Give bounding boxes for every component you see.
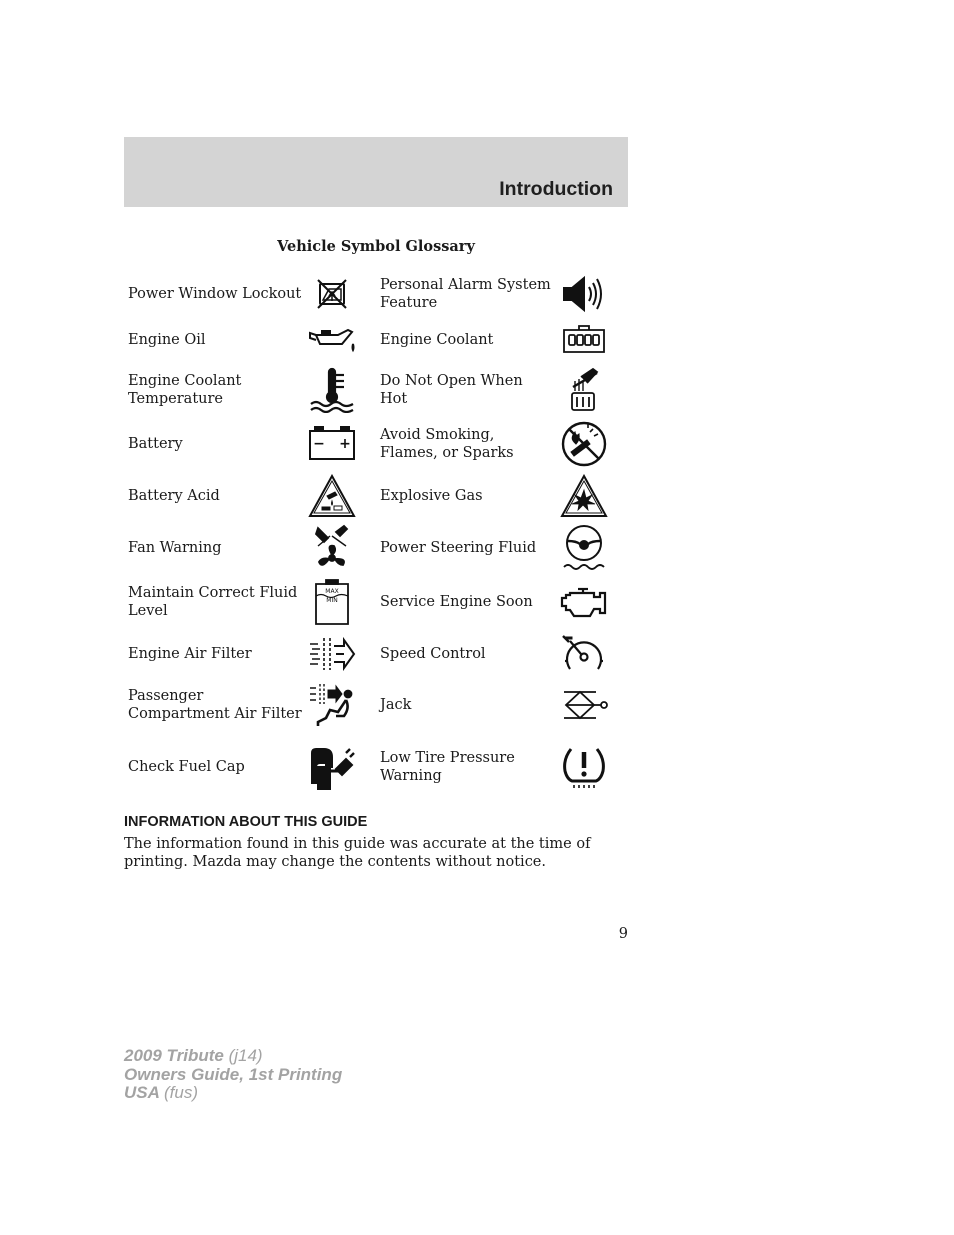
glossary-row	[124, 680, 628, 730]
glossary-title: Vehicle Symbol Glossary	[277, 238, 475, 255]
print-footer	[124, 1047, 342, 1103]
check-fuel-cap-icon	[307, 738, 357, 796]
max-mark-label: MAX	[325, 588, 339, 595]
glossary-label: Low Tire Pressure Warning	[380, 749, 515, 784]
glossary-label: Power Window Lockout	[128, 285, 302, 302]
glossary-row	[124, 524, 628, 572]
glossary-label: Engine Air Filter	[128, 645, 252, 662]
do-not-open-hot-icon	[559, 366, 609, 414]
page-number: 9	[618, 926, 628, 942]
glossary-label: Jack	[380, 696, 412, 713]
header-band	[124, 137, 628, 207]
battery-minus-label: −	[313, 436, 325, 452]
battery-acid-warning-icon	[307, 472, 357, 520]
fan-warning-icon	[307, 524, 357, 572]
glossary-row	[124, 576, 628, 628]
personal-alarm-speaker-icon	[559, 270, 609, 318]
fluid-level-reservoir-icon	[307, 576, 357, 628]
glossary-label: Power Steering Fluid	[380, 539, 537, 556]
cabin-air-filter-icon	[307, 680, 357, 730]
glossary-label: Explosive Gas	[380, 487, 483, 504]
glossary-label: Maintain Correct Fluid Level	[128, 584, 298, 619]
engine-air-filter-icon	[307, 632, 357, 676]
jack-icon	[559, 680, 609, 730]
explosive-gas-warning-icon	[559, 472, 609, 520]
engine-coolant-radiator-icon	[559, 322, 609, 358]
battery-icon	[307, 420, 357, 468]
glossary-row	[124, 420, 628, 468]
battery-plus-label: +	[339, 436, 351, 452]
glossary-label: Fan Warning	[128, 539, 222, 556]
service-engine-soon-icon	[559, 576, 609, 628]
glossary-label: Battery	[128, 435, 183, 452]
glossary-label: Engine Coolant	[380, 331, 494, 348]
glossary-row	[124, 738, 628, 796]
section-title: Introduction	[499, 178, 613, 200]
power-window-lockout-icon	[307, 270, 357, 318]
glossary-row	[124, 366, 628, 414]
speed-control-icon	[559, 632, 609, 676]
footer-line-1	[124, 1047, 342, 1066]
footer-line-2: Owners Guide, 1st Printing	[124, 1064, 343, 1084]
footer-market-code: (fus)	[164, 1083, 198, 1102]
footer-market: USA	[124, 1083, 160, 1102]
footer-line-3	[124, 1084, 342, 1103]
engine-oil-can-icon	[307, 322, 357, 358]
glossary-row	[124, 472, 628, 520]
glossary-label: Personal Alarm System Feature	[380, 276, 551, 311]
low-tire-pressure-icon	[559, 738, 609, 796]
glossary-label: Avoid Smoking, Flames, or Sparks	[380, 426, 514, 461]
min-mark-label: MIN	[326, 597, 338, 604]
footer-model-code: (j14)	[228, 1046, 263, 1065]
section-heading: INFORMATION ABOUT THIS GUIDE	[124, 814, 368, 830]
power-steering-fluid-icon	[559, 524, 609, 572]
glossary-label: Passenger Compartment Air Filter	[128, 687, 302, 722]
info-paragraph: The information found in this guide was accurate at the time of printing. Mazda may change the contents without notice.	[124, 836, 591, 870]
glossary-label: Do Not Open When Hot	[380, 372, 523, 407]
glossary-label: Service Engine Soon	[380, 593, 533, 610]
glossary-label: Speed Control	[380, 645, 486, 662]
glossary-row	[124, 322, 628, 358]
coolant-temperature-thermometer-icon	[307, 366, 357, 414]
no-smoking-flames-icon	[559, 420, 609, 468]
glossary-row	[124, 632, 628, 676]
glossary-label: Battery Acid	[128, 487, 220, 504]
glossary-label: Check Fuel Cap	[128, 758, 245, 775]
glossary-label: Engine Oil	[128, 331, 206, 348]
glossary-label: Engine Coolant Temperature	[128, 372, 242, 407]
footer-model: 2009 Tribute	[124, 1046, 224, 1065]
glossary-row	[124, 270, 628, 318]
